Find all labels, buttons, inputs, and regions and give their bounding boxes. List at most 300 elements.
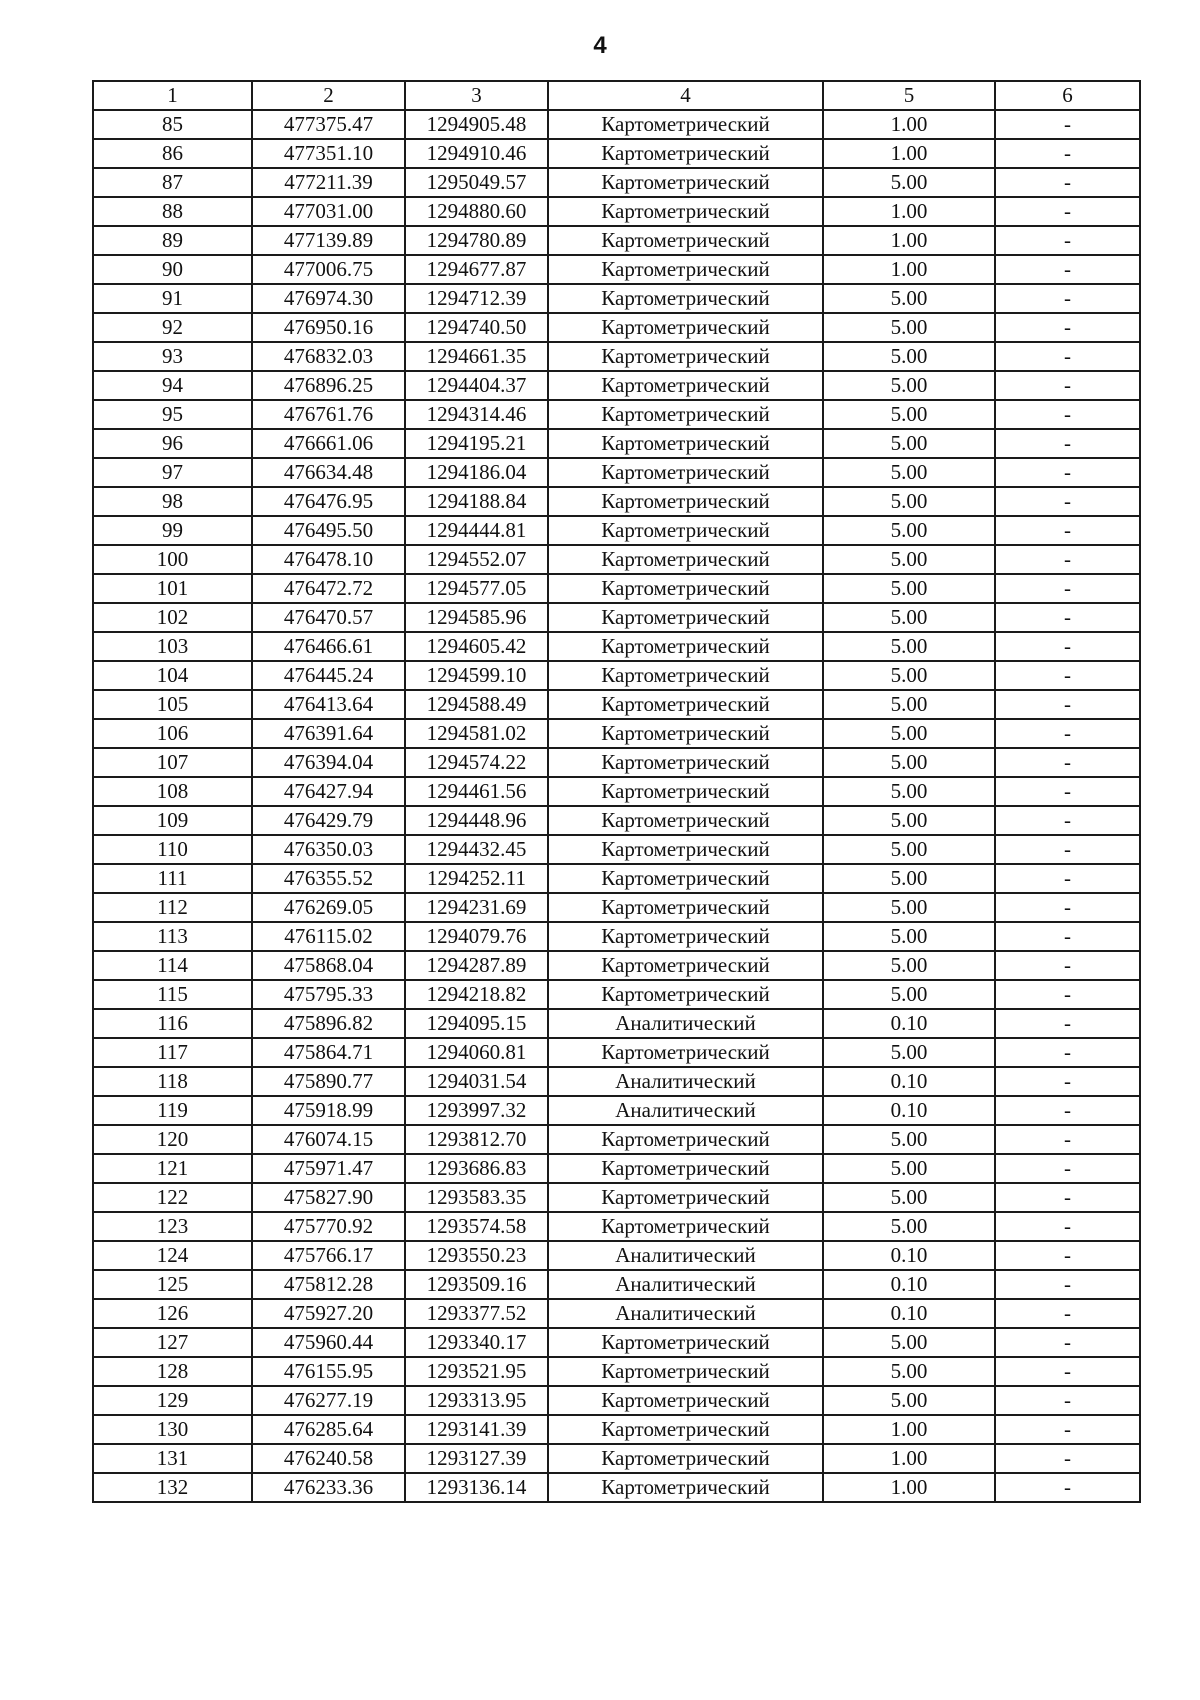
table-row — [93, 1125, 1140, 1154]
x-coordinate-cell: 475864.71 — [252, 1038, 405, 1067]
accuracy-cell: 1.00 — [823, 1444, 995, 1473]
description-cell: - — [995, 429, 1140, 458]
method-cell: Картометрический — [548, 458, 823, 487]
y-coordinate-cell: 1293812.70 — [405, 1125, 548, 1154]
description-cell: - — [995, 661, 1140, 690]
method-cell: Аналитический — [548, 1096, 823, 1125]
accuracy-cell: 1.00 — [823, 226, 995, 255]
table-row — [93, 1038, 1140, 1067]
y-coordinate-cell: 1294231.69 — [405, 893, 548, 922]
method-cell: Картометрический — [548, 835, 823, 864]
point-number-cell: 99 — [93, 516, 252, 545]
point-number-cell: 119 — [93, 1096, 252, 1125]
x-coordinate-cell: 476974.30 — [252, 284, 405, 313]
method-cell: Картометрический — [548, 690, 823, 719]
column-header-3: 3 — [405, 81, 548, 110]
y-coordinate-cell: 1295049.57 — [405, 168, 548, 197]
description-cell: - — [995, 139, 1140, 168]
method-cell: Аналитический — [548, 1009, 823, 1038]
accuracy-cell: 5.00 — [823, 371, 995, 400]
point-number-cell: 85 — [93, 110, 252, 139]
table-row — [93, 951, 1140, 980]
method-cell: Картометрический — [548, 400, 823, 429]
table-row — [93, 139, 1140, 168]
x-coordinate-cell: 476761.76 — [252, 400, 405, 429]
method-cell: Аналитический — [548, 1270, 823, 1299]
accuracy-cell: 0.10 — [823, 1241, 995, 1270]
column-header-5: 5 — [823, 81, 995, 110]
description-cell: - — [995, 1125, 1140, 1154]
table-row — [93, 1357, 1140, 1386]
description-cell: - — [995, 922, 1140, 951]
point-number-cell: 115 — [93, 980, 252, 1009]
x-coordinate-cell: 477351.10 — [252, 139, 405, 168]
point-number-cell: 123 — [93, 1212, 252, 1241]
point-number-cell: 112 — [93, 893, 252, 922]
y-coordinate-cell: 1294661.35 — [405, 342, 548, 371]
y-coordinate-cell: 1294677.87 — [405, 255, 548, 284]
x-coordinate-cell: 476634.48 — [252, 458, 405, 487]
point-number-cell: 96 — [93, 429, 252, 458]
y-coordinate-cell: 1294252.11 — [405, 864, 548, 893]
table-row — [93, 864, 1140, 893]
table-row — [93, 313, 1140, 342]
method-cell: Аналитический — [548, 1067, 823, 1096]
y-coordinate-cell: 1294599.10 — [405, 661, 548, 690]
accuracy-cell: 5.00 — [823, 574, 995, 603]
method-cell: Аналитический — [548, 1299, 823, 1328]
x-coordinate-cell: 476355.52 — [252, 864, 405, 893]
description-cell: - — [995, 458, 1140, 487]
accuracy-cell: 5.00 — [823, 1038, 995, 1067]
x-coordinate-cell: 476391.64 — [252, 719, 405, 748]
method-cell: Картометрический — [548, 1328, 823, 1357]
table-row — [93, 400, 1140, 429]
point-number-cell: 87 — [93, 168, 252, 197]
description-cell: - — [995, 632, 1140, 661]
accuracy-cell: 5.00 — [823, 835, 995, 864]
x-coordinate-cell: 476478.10 — [252, 545, 405, 574]
accuracy-cell: 0.10 — [823, 1009, 995, 1038]
y-coordinate-cell: 1294444.81 — [405, 516, 548, 545]
table-header-row — [93, 81, 1140, 110]
x-coordinate-cell: 477211.39 — [252, 168, 405, 197]
description-cell: - — [995, 806, 1140, 835]
description-cell: - — [995, 893, 1140, 922]
accuracy-cell: 0.10 — [823, 1067, 995, 1096]
method-cell: Картометрический — [548, 980, 823, 1009]
point-number-cell: 101 — [93, 574, 252, 603]
description-cell: - — [995, 864, 1140, 893]
table-row — [93, 429, 1140, 458]
x-coordinate-cell: 477006.75 — [252, 255, 405, 284]
point-number-cell: 91 — [93, 284, 252, 313]
x-coordinate-cell: 476269.05 — [252, 893, 405, 922]
description-cell: - — [995, 719, 1140, 748]
accuracy-cell: 5.00 — [823, 661, 995, 690]
description-cell: - — [995, 226, 1140, 255]
x-coordinate-cell: 476240.58 — [252, 1444, 405, 1473]
accuracy-cell: 5.00 — [823, 980, 995, 1009]
method-cell: Картометрический — [548, 1357, 823, 1386]
point-number-cell: 111 — [93, 864, 252, 893]
description-cell: - — [995, 110, 1140, 139]
y-coordinate-cell: 1294186.04 — [405, 458, 548, 487]
table-row — [93, 661, 1140, 690]
table-row — [93, 1241, 1140, 1270]
point-number-cell: 124 — [93, 1241, 252, 1270]
point-number-cell: 93 — [93, 342, 252, 371]
accuracy-cell: 5.00 — [823, 719, 995, 748]
accuracy-cell: 5.00 — [823, 690, 995, 719]
description-cell: - — [995, 690, 1140, 719]
method-cell: Картометрический — [548, 516, 823, 545]
description-cell: - — [995, 1473, 1140, 1502]
point-number-cell: 118 — [93, 1067, 252, 1096]
method-cell: Картометрический — [548, 1415, 823, 1444]
accuracy-cell: 5.00 — [823, 284, 995, 313]
table-row — [93, 777, 1140, 806]
point-number-cell: 128 — [93, 1357, 252, 1386]
accuracy-cell: 5.00 — [823, 748, 995, 777]
accuracy-cell: 0.10 — [823, 1270, 995, 1299]
table-row — [93, 1415, 1140, 1444]
accuracy-cell: 5.00 — [823, 342, 995, 371]
accuracy-cell: 1.00 — [823, 1415, 995, 1444]
y-coordinate-cell: 1293521.95 — [405, 1357, 548, 1386]
description-cell: - — [995, 197, 1140, 226]
accuracy-cell: 5.00 — [823, 951, 995, 980]
accuracy-cell: 1.00 — [823, 255, 995, 284]
table-row — [93, 748, 1140, 777]
point-number-cell: 86 — [93, 139, 252, 168]
table-row — [93, 980, 1140, 1009]
y-coordinate-cell: 1294195.21 — [405, 429, 548, 458]
table-row — [93, 1473, 1140, 1502]
table-row — [93, 284, 1140, 313]
x-coordinate-cell: 476155.95 — [252, 1357, 405, 1386]
accuracy-cell: 5.00 — [823, 777, 995, 806]
y-coordinate-cell: 1293509.16 — [405, 1270, 548, 1299]
description-cell: - — [995, 951, 1140, 980]
method-cell: Картометрический — [548, 922, 823, 951]
y-coordinate-cell: 1294780.89 — [405, 226, 548, 255]
accuracy-cell: 1.00 — [823, 139, 995, 168]
point-number-cell: 110 — [93, 835, 252, 864]
accuracy-cell: 5.00 — [823, 893, 995, 922]
table-row — [93, 1328, 1140, 1357]
point-number-cell: 90 — [93, 255, 252, 284]
description-cell: - — [995, 603, 1140, 632]
accuracy-cell: 1.00 — [823, 110, 995, 139]
accuracy-cell: 5.00 — [823, 1328, 995, 1357]
accuracy-cell: 5.00 — [823, 806, 995, 835]
method-cell: Картометрический — [548, 1473, 823, 1502]
description-cell: - — [995, 1154, 1140, 1183]
point-number-cell: 108 — [93, 777, 252, 806]
y-coordinate-cell: 1293340.17 — [405, 1328, 548, 1357]
y-coordinate-cell: 1294605.42 — [405, 632, 548, 661]
page-number: 4 — [593, 32, 607, 59]
table-row — [93, 197, 1140, 226]
method-cell: Картометрический — [548, 429, 823, 458]
description-cell: - — [995, 1328, 1140, 1357]
point-number-cell: 95 — [93, 400, 252, 429]
method-cell: Картометрический — [548, 1386, 823, 1415]
method-cell: Картометрический — [548, 719, 823, 748]
point-number-cell: 102 — [93, 603, 252, 632]
description-cell: - — [995, 487, 1140, 516]
x-coordinate-cell: 476413.64 — [252, 690, 405, 719]
accuracy-cell: 0.10 — [823, 1299, 995, 1328]
y-coordinate-cell: 1294461.56 — [405, 777, 548, 806]
method-cell: Картометрический — [548, 632, 823, 661]
point-number-cell: 113 — [93, 922, 252, 951]
x-coordinate-cell: 476470.57 — [252, 603, 405, 632]
description-cell: - — [995, 1270, 1140, 1299]
x-coordinate-cell: 476445.24 — [252, 661, 405, 690]
table-row — [93, 1299, 1140, 1328]
description-cell: - — [995, 400, 1140, 429]
point-number-cell: 114 — [93, 951, 252, 980]
method-cell: Картометрический — [548, 893, 823, 922]
accuracy-cell: 5.00 — [823, 1212, 995, 1241]
accuracy-cell: 5.00 — [823, 458, 995, 487]
y-coordinate-cell: 1293550.23 — [405, 1241, 548, 1270]
description-cell: - — [995, 1096, 1140, 1125]
description-cell: - — [995, 545, 1140, 574]
description-cell: - — [995, 255, 1140, 284]
y-coordinate-cell: 1294577.05 — [405, 574, 548, 603]
point-number-cell: 94 — [93, 371, 252, 400]
y-coordinate-cell: 1293313.95 — [405, 1386, 548, 1415]
y-coordinate-cell: 1294585.96 — [405, 603, 548, 632]
accuracy-cell: 5.00 — [823, 487, 995, 516]
method-cell: Картометрический — [548, 1183, 823, 1212]
accuracy-cell: 5.00 — [823, 429, 995, 458]
accuracy-cell: 5.00 — [823, 1386, 995, 1415]
point-number-cell: 132 — [93, 1473, 252, 1502]
accuracy-cell: 1.00 — [823, 197, 995, 226]
table-row — [93, 1270, 1140, 1299]
column-header-2: 2 — [252, 81, 405, 110]
point-number-cell: 117 — [93, 1038, 252, 1067]
method-cell: Картометрический — [548, 1212, 823, 1241]
y-coordinate-cell: 1294588.49 — [405, 690, 548, 719]
accuracy-cell: 5.00 — [823, 922, 995, 951]
x-coordinate-cell: 476950.16 — [252, 313, 405, 342]
y-coordinate-cell: 1293997.32 — [405, 1096, 548, 1125]
method-cell: Картометрический — [548, 661, 823, 690]
table-row — [93, 1212, 1140, 1241]
method-cell: Картометрический — [548, 371, 823, 400]
table-row — [93, 487, 1140, 516]
description-cell: - — [995, 1212, 1140, 1241]
accuracy-cell: 0.10 — [823, 1096, 995, 1125]
y-coordinate-cell: 1294581.02 — [405, 719, 548, 748]
description-cell: - — [995, 371, 1140, 400]
description-cell: - — [995, 748, 1140, 777]
point-number-cell: 127 — [93, 1328, 252, 1357]
coordinates-table — [92, 80, 1141, 1503]
point-number-cell: 92 — [93, 313, 252, 342]
table-row — [93, 574, 1140, 603]
x-coordinate-cell: 475918.99 — [252, 1096, 405, 1125]
point-number-cell: 120 — [93, 1125, 252, 1154]
method-cell: Картометрический — [548, 1154, 823, 1183]
y-coordinate-cell: 1294574.22 — [405, 748, 548, 777]
x-coordinate-cell: 477375.47 — [252, 110, 405, 139]
point-number-cell: 116 — [93, 1009, 252, 1038]
point-number-cell: 103 — [93, 632, 252, 661]
x-coordinate-cell: 476476.95 — [252, 487, 405, 516]
x-coordinate-cell: 476074.15 — [252, 1125, 405, 1154]
y-coordinate-cell: 1294287.89 — [405, 951, 548, 980]
table-row — [93, 1183, 1140, 1212]
x-coordinate-cell: 475896.82 — [252, 1009, 405, 1038]
method-cell: Картометрический — [548, 1444, 823, 1473]
accuracy-cell: 5.00 — [823, 1125, 995, 1154]
description-cell: - — [995, 777, 1140, 806]
x-coordinate-cell: 476661.06 — [252, 429, 405, 458]
y-coordinate-cell: 1294314.46 — [405, 400, 548, 429]
x-coordinate-cell: 475971.47 — [252, 1154, 405, 1183]
description-cell: - — [995, 1038, 1140, 1067]
method-cell: Картометрический — [548, 1038, 823, 1067]
accuracy-cell: 5.00 — [823, 1357, 995, 1386]
accuracy-cell: 5.00 — [823, 632, 995, 661]
description-cell: - — [995, 1299, 1140, 1328]
point-number-cell: 130 — [93, 1415, 252, 1444]
x-coordinate-cell: 476472.72 — [252, 574, 405, 603]
point-number-cell: 105 — [93, 690, 252, 719]
point-number-cell: 88 — [93, 197, 252, 226]
method-cell: Картометрический — [548, 777, 823, 806]
point-number-cell: 125 — [93, 1270, 252, 1299]
table-row — [93, 226, 1140, 255]
description-cell: - — [995, 1067, 1140, 1096]
y-coordinate-cell: 1293141.39 — [405, 1415, 548, 1444]
x-coordinate-cell: 477139.89 — [252, 226, 405, 255]
accuracy-cell: 5.00 — [823, 1154, 995, 1183]
column-header-4: 4 — [548, 81, 823, 110]
x-coordinate-cell: 475795.33 — [252, 980, 405, 1009]
x-coordinate-cell: 475890.77 — [252, 1067, 405, 1096]
point-number-cell: 121 — [93, 1154, 252, 1183]
description-cell: - — [995, 1009, 1140, 1038]
accuracy-cell: 5.00 — [823, 864, 995, 893]
x-coordinate-cell: 476394.04 — [252, 748, 405, 777]
method-cell: Картометрический — [548, 168, 823, 197]
description-cell: - — [995, 1183, 1140, 1212]
table-row — [93, 922, 1140, 951]
description-cell: - — [995, 342, 1140, 371]
table-row — [93, 719, 1140, 748]
x-coordinate-cell: 475927.20 — [252, 1299, 405, 1328]
method-cell: Картометрический — [548, 603, 823, 632]
method-cell: Картометрический — [548, 951, 823, 980]
table-row — [93, 893, 1140, 922]
x-coordinate-cell: 476277.19 — [252, 1386, 405, 1415]
method-cell: Картометрический — [548, 313, 823, 342]
table-row — [93, 1386, 1140, 1415]
point-number-cell: 100 — [93, 545, 252, 574]
point-number-cell: 129 — [93, 1386, 252, 1415]
y-coordinate-cell: 1294448.96 — [405, 806, 548, 835]
table-row — [93, 110, 1140, 139]
method-cell: Картометрический — [548, 574, 823, 603]
method-cell: Картометрический — [548, 284, 823, 313]
column-header-6: 6 — [995, 81, 1140, 110]
x-coordinate-cell: 475960.44 — [252, 1328, 405, 1357]
point-number-cell: 97 — [93, 458, 252, 487]
table-row — [93, 1067, 1140, 1096]
x-coordinate-cell: 476233.36 — [252, 1473, 405, 1502]
method-cell: Картометрический — [548, 864, 823, 893]
table-row — [93, 835, 1140, 864]
accuracy-cell: 1.00 — [823, 1473, 995, 1502]
table-row — [93, 545, 1140, 574]
accuracy-cell: 5.00 — [823, 603, 995, 632]
x-coordinate-cell: 475770.92 — [252, 1212, 405, 1241]
table-row — [93, 371, 1140, 400]
x-coordinate-cell: 476285.64 — [252, 1415, 405, 1444]
table-row — [93, 342, 1140, 371]
point-number-cell: 126 — [93, 1299, 252, 1328]
description-cell: - — [995, 980, 1140, 1009]
y-coordinate-cell: 1293583.35 — [405, 1183, 548, 1212]
point-number-cell: 122 — [93, 1183, 252, 1212]
x-coordinate-cell: 475766.17 — [252, 1241, 405, 1270]
y-coordinate-cell: 1294060.81 — [405, 1038, 548, 1067]
table-row — [93, 458, 1140, 487]
description-cell: - — [995, 1415, 1140, 1444]
accuracy-cell: 5.00 — [823, 545, 995, 574]
y-coordinate-cell: 1294031.54 — [405, 1067, 548, 1096]
table-row — [93, 632, 1140, 661]
x-coordinate-cell: 476115.02 — [252, 922, 405, 951]
x-coordinate-cell: 476427.94 — [252, 777, 405, 806]
x-coordinate-cell: 476350.03 — [252, 835, 405, 864]
y-coordinate-cell: 1294095.15 — [405, 1009, 548, 1038]
x-coordinate-cell: 476429.79 — [252, 806, 405, 835]
y-coordinate-cell: 1294740.50 — [405, 313, 548, 342]
method-cell: Картометрический — [548, 545, 823, 574]
x-coordinate-cell: 476495.50 — [252, 516, 405, 545]
method-cell: Картометрический — [548, 226, 823, 255]
table-row — [93, 1009, 1140, 1038]
point-number-cell: 104 — [93, 661, 252, 690]
x-coordinate-cell: 475827.90 — [252, 1183, 405, 1212]
method-cell: Картометрический — [548, 255, 823, 284]
y-coordinate-cell: 1294880.60 — [405, 197, 548, 226]
point-number-cell: 131 — [93, 1444, 252, 1473]
description-cell: - — [995, 313, 1140, 342]
table-row — [93, 1154, 1140, 1183]
y-coordinate-cell: 1294188.84 — [405, 487, 548, 516]
accuracy-cell: 5.00 — [823, 1183, 995, 1212]
y-coordinate-cell: 1294712.39 — [405, 284, 548, 313]
x-coordinate-cell: 475868.04 — [252, 951, 405, 980]
x-coordinate-cell: 475812.28 — [252, 1270, 405, 1299]
description-cell: - — [995, 1386, 1140, 1415]
point-number-cell: 107 — [93, 748, 252, 777]
accuracy-cell: 5.00 — [823, 313, 995, 342]
description-cell: - — [995, 574, 1140, 603]
y-coordinate-cell: 1294218.82 — [405, 980, 548, 1009]
table-row — [93, 806, 1140, 835]
method-cell: Картометрический — [548, 748, 823, 777]
